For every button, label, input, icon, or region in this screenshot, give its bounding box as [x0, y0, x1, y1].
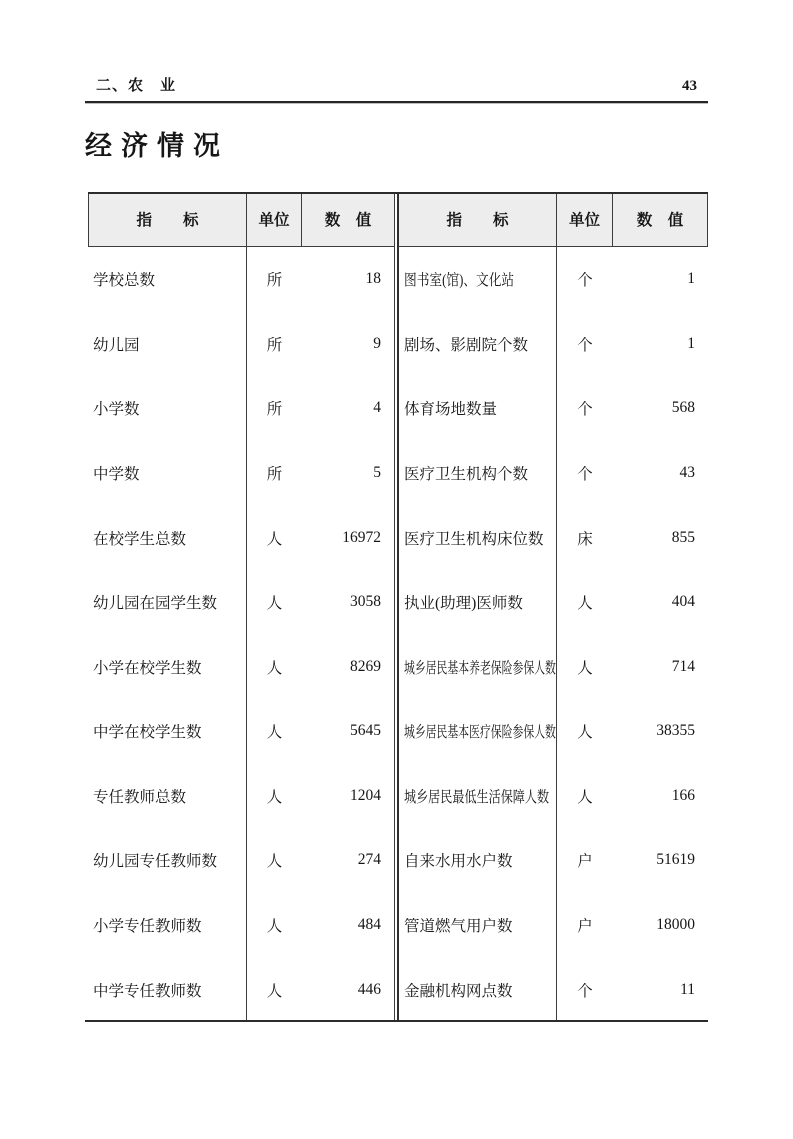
- unit-label: 人: [577, 788, 593, 806]
- table-body-left: [88, 247, 394, 1022]
- table-top-border: [88, 192, 708, 194]
- table-row: [399, 376, 708, 441]
- value-label: 1: [687, 270, 695, 288]
- indicator-cell: [88, 828, 247, 893]
- unit-cell: [557, 505, 613, 570]
- indicator-label: 幼儿园专任教师数: [93, 853, 218, 871]
- unit-cell: [247, 247, 302, 312]
- table-row: [88, 893, 394, 958]
- unit-label: 人: [577, 724, 593, 742]
- unit-label: 人: [266, 724, 283, 742]
- unit-cell: [247, 312, 302, 377]
- indicator-label: 小学专任教师数: [93, 918, 202, 936]
- value-cell: [302, 957, 394, 1022]
- unit-cell: [247, 764, 302, 829]
- table-row: [88, 441, 394, 506]
- indicator-label: 幼儿园在园学生数: [93, 595, 218, 613]
- table-row: [399, 505, 708, 570]
- table-row: [88, 828, 394, 893]
- value-label: 18000: [656, 916, 695, 934]
- unit-cell: [247, 957, 302, 1022]
- unit-label: 户: [577, 853, 593, 871]
- indicator-label: 专任教师总数: [93, 788, 187, 806]
- indicator-label: 中学专任教师数: [93, 982, 202, 1000]
- unit-cell: [247, 828, 302, 893]
- value-cell: [613, 312, 708, 377]
- unit-label: 个: [577, 401, 593, 419]
- unit-label: 人: [266, 918, 283, 936]
- indicator-cell: [399, 376, 557, 441]
- value-label: 4: [373, 399, 381, 417]
- unit-label: 户: [577, 918, 593, 936]
- indicator-cell: [399, 505, 557, 570]
- statistics-table: [85, 192, 708, 1022]
- table-row: [88, 957, 394, 1022]
- value-label: 855: [671, 528, 695, 546]
- indicator-label: 医疗卫生机构床位数: [404, 530, 544, 548]
- column-header-indicator: 指 标: [399, 192, 557, 246]
- unit-label: 人: [266, 853, 283, 871]
- indicator-label: 学校总数: [93, 272, 156, 290]
- indicator-cell: [399, 634, 557, 699]
- indicator-cell: [399, 570, 557, 635]
- column-header-value: 数 值: [324, 212, 372, 229]
- running-head: [85, 74, 708, 95]
- column-header-indicator: 指 标: [89, 192, 247, 246]
- indicator-cell: [399, 957, 557, 1022]
- indicator-label: 小学在校学生数: [93, 659, 202, 677]
- unit-cell: [247, 376, 302, 441]
- table-row: [399, 570, 708, 635]
- indicator-cell: [399, 441, 557, 506]
- indicator-label: 执业(助理)医师数: [404, 595, 523, 613]
- value-cell: [302, 828, 394, 893]
- unit-cell: [557, 376, 613, 441]
- table-row: [399, 893, 708, 958]
- indicator-cell: [399, 699, 557, 764]
- indicator-label: 城乡居民基本医疗保险参保人数: [404, 724, 556, 742]
- unit-cell: [557, 893, 613, 958]
- value-cell: [302, 505, 394, 570]
- value-cell: [302, 376, 394, 441]
- table-row: [399, 699, 708, 764]
- table-row: [88, 312, 394, 377]
- unit-cell: [557, 312, 613, 377]
- unit-label: 个: [577, 336, 593, 354]
- indicator-label: 幼儿园: [93, 336, 140, 354]
- unit-label: 人: [577, 659, 593, 677]
- unit-label: 所: [266, 272, 283, 290]
- table-row: [88, 634, 394, 699]
- indicator-cell: [88, 505, 247, 570]
- unit-cell: [557, 441, 613, 506]
- indicator-label: 小学数: [93, 401, 140, 419]
- section-heading: 二、农 业: [96, 78, 177, 94]
- table-row: [88, 570, 394, 635]
- unit-cell: [247, 634, 302, 699]
- value-cell: [302, 893, 394, 958]
- indicator-label: 城乡居民最低生活保障人数: [404, 788, 550, 806]
- unit-cell: [247, 441, 302, 506]
- value-cell: [613, 505, 708, 570]
- indicator-cell: [88, 312, 247, 377]
- value-label: 43: [679, 464, 695, 482]
- value-cell: [302, 634, 394, 699]
- value-label: 18: [365, 270, 381, 288]
- indicator-label: 体育场地数量: [404, 401, 498, 419]
- indicator-label: 自来水用水户数: [404, 853, 513, 871]
- indicator-label: 中学数: [93, 466, 140, 484]
- table-row: [399, 957, 708, 1022]
- indicator-label: 中学在校学生数: [93, 724, 202, 742]
- table-row: [399, 828, 708, 893]
- value-label: 484: [357, 916, 381, 934]
- value-label: 446: [357, 980, 381, 998]
- value-label: 5: [373, 464, 381, 482]
- unit-cell: [247, 505, 302, 570]
- unit-label: 人: [266, 982, 283, 1000]
- value-label: 1204: [350, 786, 381, 804]
- indicator-label: 图书室(馆)、文化站: [404, 272, 515, 290]
- value-label: 16972: [342, 528, 381, 546]
- indicator-cell: [88, 764, 247, 829]
- value-cell: [613, 570, 708, 635]
- value-cell: [302, 312, 394, 377]
- value-cell: [613, 376, 708, 441]
- value-cell: [613, 893, 708, 958]
- table-body-right: [399, 247, 708, 1022]
- value-label: 3058: [350, 593, 381, 611]
- table-row: [88, 505, 394, 570]
- value-label: 714: [671, 657, 695, 675]
- unit-cell: [247, 893, 302, 958]
- indicator-cell: [88, 570, 247, 635]
- indicator-cell: [88, 376, 247, 441]
- unit-label: 个: [577, 466, 593, 484]
- unit-label: 床: [577, 530, 593, 548]
- indicator-cell: [399, 893, 557, 958]
- indicator-cell: [88, 699, 247, 764]
- column-header-unit: 单位: [557, 192, 613, 246]
- unit-label: 人: [266, 659, 283, 677]
- unit-cell: [557, 247, 613, 312]
- value-cell: [302, 764, 394, 829]
- unit-cell: [557, 764, 613, 829]
- table-header-right: [399, 192, 708, 247]
- value-cell: [302, 699, 394, 764]
- unit-cell: [557, 828, 613, 893]
- value-label: 11: [680, 980, 695, 998]
- value-label: 8269: [350, 657, 381, 675]
- unit-cell: [557, 634, 613, 699]
- value-cell: [613, 828, 708, 893]
- table-row: [399, 247, 708, 312]
- unit-label: 所: [266, 401, 283, 419]
- unit-label: 个: [577, 982, 593, 1000]
- indicator-label: 管道燃气用户数: [404, 918, 513, 936]
- column-header-value: 数 值: [636, 212, 684, 229]
- table-row: [88, 699, 394, 764]
- indicator-cell: [399, 764, 557, 829]
- unit-cell: [557, 570, 613, 635]
- value-cell: [613, 247, 708, 312]
- value-cell: [302, 247, 394, 312]
- unit-cell: [557, 957, 613, 1022]
- indicator-label: 医疗卫生机构个数: [404, 466, 529, 484]
- value-cell: [613, 699, 708, 764]
- unit-label: 人: [577, 595, 593, 613]
- indicator-label: 剧场、影剧院个数: [404, 336, 529, 354]
- unit-label: 人: [266, 788, 283, 806]
- indicator-cell: [88, 893, 247, 958]
- value-cell: [302, 441, 394, 506]
- unit-label: 个: [577, 272, 593, 290]
- value-label: 5645: [350, 722, 381, 740]
- indicator-cell: [399, 828, 557, 893]
- indicator-cell: [88, 634, 247, 699]
- value-cell: [613, 441, 708, 506]
- value-cell: [302, 570, 394, 635]
- unit-label: 人: [266, 530, 283, 548]
- page-number: 43: [682, 78, 697, 94]
- value-label: 166: [671, 786, 695, 804]
- value-label: 568: [671, 399, 695, 417]
- unit-label: 所: [266, 336, 283, 354]
- indicator-label: 金融机构网点数: [404, 982, 513, 1000]
- column-header-unit: 单位: [247, 192, 302, 246]
- value-label: 51619: [656, 851, 695, 869]
- table-row: [399, 634, 708, 699]
- table-bottom-border: [85, 1020, 708, 1022]
- indicator-cell: [88, 441, 247, 506]
- value-cell: [613, 764, 708, 829]
- header-rule: [85, 101, 708, 104]
- indicator-label: 在校学生总数: [93, 530, 187, 548]
- unit-label: 人: [266, 595, 283, 613]
- value-label: 9: [373, 334, 381, 352]
- unit-label: 所: [266, 466, 283, 484]
- indicator-label: 城乡居民基本养老保险参保人数: [404, 659, 556, 677]
- table-header-left: [88, 192, 394, 247]
- indicator-cell: [399, 312, 557, 377]
- table-right-half: [399, 192, 708, 1022]
- indicator-cell: [399, 247, 557, 312]
- table-row: [88, 247, 394, 312]
- indicator-cell: [88, 247, 247, 312]
- unit-cell: [247, 570, 302, 635]
- value-label: 38355: [656, 722, 695, 740]
- table-row: [399, 441, 708, 506]
- page-title: 经济情况: [85, 131, 229, 161]
- unit-cell: [247, 699, 302, 764]
- value-cell: [613, 634, 708, 699]
- table-row: [399, 312, 708, 377]
- indicator-cell: [88, 957, 247, 1022]
- unit-cell: [557, 699, 613, 764]
- value-label: 274: [357, 851, 381, 869]
- value-label: 1: [687, 334, 695, 352]
- table-row: [88, 764, 394, 829]
- value-cell: [613, 957, 708, 1022]
- table-row: [88, 376, 394, 441]
- value-label: 404: [671, 593, 695, 611]
- table-row: [399, 764, 708, 829]
- table-left-half: [88, 192, 395, 1022]
